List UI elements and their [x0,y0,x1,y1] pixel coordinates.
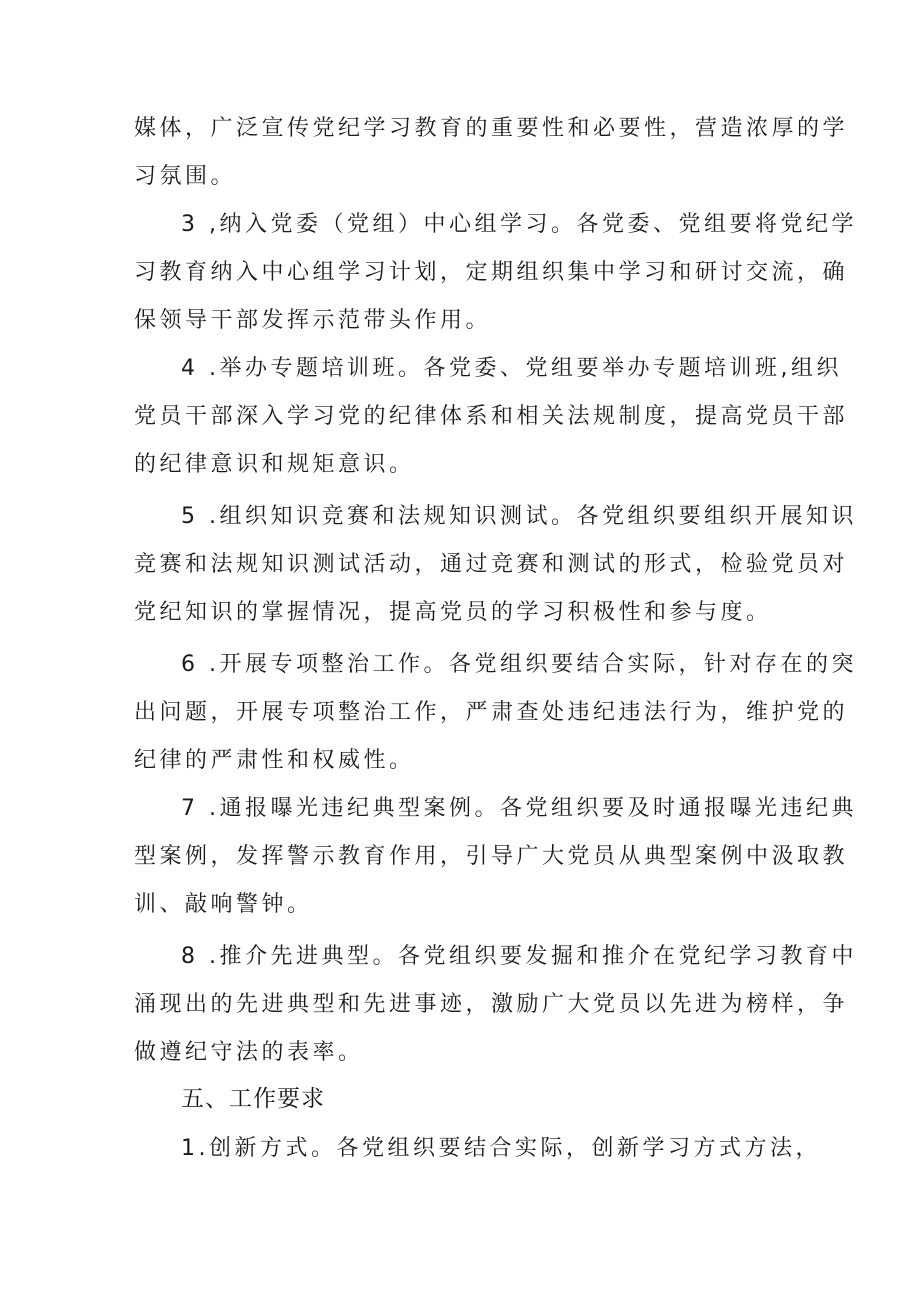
list-item-5-line-3: 党纪知识的掌握情况，提高党员的学习积极性和参与度。 [134,600,772,625]
section-heading: 五、工作要求 [181,1086,325,1112]
list-item-4-line-3: 的纪律意识和规矩意识。 [134,452,415,477]
list-item-8-line-3: 做遵纪守法的表率。 [134,1040,364,1065]
list-item-7-line-2: 型案例，发挥警示教育作用，引导广大党员从典型案例中汲取教 [134,844,849,869]
list-item-4-line-2: 党员干部深入学习党的纪律体系和相关法规制度，提高党员干部 [134,404,849,429]
list-item-4-line-1: 4 .举办专题培训班。各党委、党组要举办专题培训班,组织 [181,356,842,381]
requirement-1-line-1: 1.创新方式。各党组织要结合实际，创新学习方式方法， [181,1136,821,1161]
list-item-7-line-1: 7 .通报曝光违纪典型案例。各党组织要及时通报曝光违纪典 [181,796,857,821]
list-item-5-line-2: 竞赛和法规知识测试活动，通过竞赛和测试的形式，检验党员对 [134,552,849,577]
list-item-6-line-1: 6 .开展专项整治工作。各党组织要结合实际，针对存在的突 [181,652,857,677]
list-item-3-line-3: 保领导干部发挥示范带头作用。 [134,308,492,333]
list-item-3-line-2: 习教育纳入中心组学习计划，定期组织集中学习和研讨交流，确 [134,260,849,285]
list-item-7-line-3: 训、敲响警钟。 [134,892,313,917]
list-item-6-line-3: 纪律的严肃性和权威性。 [134,748,415,773]
list-item-6-line-2: 出问题，开展专项整治工作，严肃查处违纪违法行为，维护党的 [134,700,849,725]
body-line-2: 习氛围。 [134,164,237,189]
list-item-5-line-1: 5 .组织知识竞赛和法规知识测试。各党组织要组织开展知识 [181,504,857,529]
body-line-1: 媒体，广泛宣传党纪学习教育的重要性和必要性，营造浓厚的学 [134,116,849,141]
list-item-8-line-2: 涌现出的先进典型和先进事迹，激励广大党员以先进为榜样，争 [134,992,849,1017]
list-item-8-line-1: 8 .推介先进典型。各党组织要发掘和推介在党纪学习教育中 [181,944,857,969]
list-item-3-line-1: 3 ,纳入党委（党组）中心组学习。各党委、党组要将党纪学 [181,212,857,237]
